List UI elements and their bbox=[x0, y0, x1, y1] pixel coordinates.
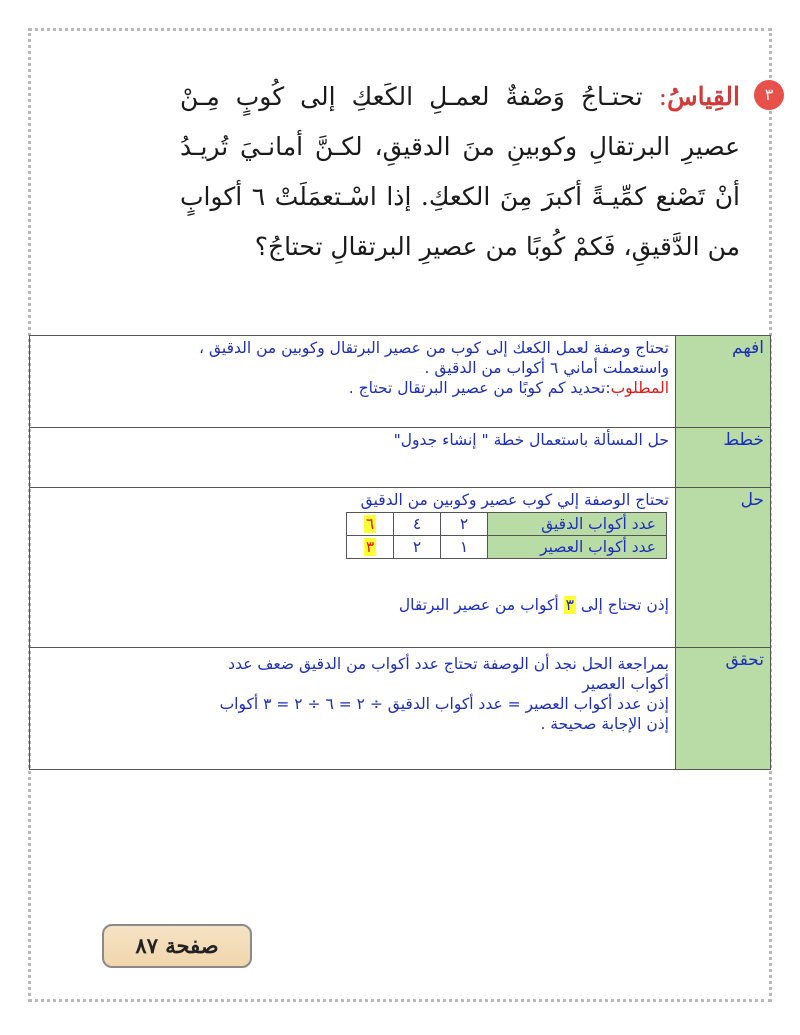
problem-number-badge: ٣ bbox=[754, 80, 784, 110]
problem-statement bbox=[180, 72, 774, 272]
ratio-table bbox=[346, 512, 667, 559]
content-understand bbox=[30, 336, 676, 428]
solution-table bbox=[29, 335, 771, 770]
ratio-cell: ٤ bbox=[394, 513, 441, 536]
content-solve bbox=[30, 488, 676, 648]
check-line-1: بمراجعة الحل نجد أن الوصفة تحتاج عدد أكواب من الدقيق ضعف عدد bbox=[228, 655, 669, 673]
row-understand bbox=[30, 336, 771, 428]
row-check bbox=[30, 648, 771, 770]
ratio-cell: ٢ bbox=[394, 536, 441, 559]
label-check: تحقق bbox=[676, 648, 771, 770]
ratio-header-juice: عدد أكواب العصير bbox=[488, 536, 667, 559]
label-understand: افهم bbox=[676, 336, 771, 428]
topic-separator: : bbox=[658, 82, 668, 111]
label-solve: حل bbox=[676, 488, 771, 648]
ratio-cell: ٢ bbox=[441, 513, 488, 536]
ratio-cell-highlight: ٦ bbox=[347, 513, 394, 536]
content-plan bbox=[30, 428, 676, 488]
solve-conclusion: إذن تحتاج إلى ٣ أكواب من عصير البرتقال bbox=[398, 596, 669, 614]
required-text: :تحديد كم كوبًا من عصير البرتقال تحتاج . bbox=[348, 379, 611, 397]
required-label: المطلوب bbox=[610, 379, 669, 397]
understand-line-1: تحتاج وصفة لعمل الكعك إلى كوب من عصير البرتقال وكوبين من الدقيق ، bbox=[199, 339, 669, 357]
check-line-4: إذن الإجابة صحيحة . bbox=[540, 715, 669, 733]
plan-text: حل المسألة باستعمال خطة " إنشاء جدول" bbox=[393, 431, 669, 449]
ratio-row-flour bbox=[347, 513, 667, 536]
solve-intro: تحتاج الوصفة إلي كوب عصير وكوبين من الدقيق bbox=[360, 491, 669, 509]
check-line-3: إذن عدد أكواب العصير = عدد أكواب الدقيق ÷ ٢ = ٦ ÷ ٢ = ٣ أكواب bbox=[219, 695, 669, 713]
page-number-badge: صفحة ٨٧ bbox=[102, 924, 252, 968]
problem-text: تحتـاجُ وَصْفةٌ لعمـلِ الكَعكِ إلى كُوبٍ مِـنْ عصيرِ البرتقالِ وكوبينِ منَ الدقيقِ، لكـنَّ أمانـيَ تُريـدُ أنْ تَصْنع كمِّيـةً أكبرَ مِنَ الكعكِ. إذا اسْـتعمَلَتْ ٦ أكوابٍ من الدَّقيقِ، فَكمْ كُوبًا من عصيرِ البرتقالِ تحتاجُ؟ bbox=[180, 82, 741, 261]
label-plan: خطط bbox=[676, 428, 771, 488]
understand-required bbox=[36, 378, 669, 398]
row-solve bbox=[30, 488, 771, 648]
row-plan bbox=[30, 428, 771, 488]
ratio-header-flour: عدد أكواب الدقيق bbox=[488, 513, 667, 536]
understand-line-2: واستعملت أماني ٦ أكواب من الدقيق . bbox=[424, 359, 669, 377]
answer-highlight: ٣ bbox=[565, 596, 574, 614]
problem-topic: القِياسُ bbox=[667, 82, 740, 111]
check-line-2: أكواب العصير bbox=[582, 675, 669, 693]
ratio-row-juice bbox=[347, 536, 667, 559]
ratio-cell-highlight: ٣ bbox=[347, 536, 394, 559]
content-check bbox=[30, 648, 676, 770]
ratio-cell: ١ bbox=[441, 536, 488, 559]
